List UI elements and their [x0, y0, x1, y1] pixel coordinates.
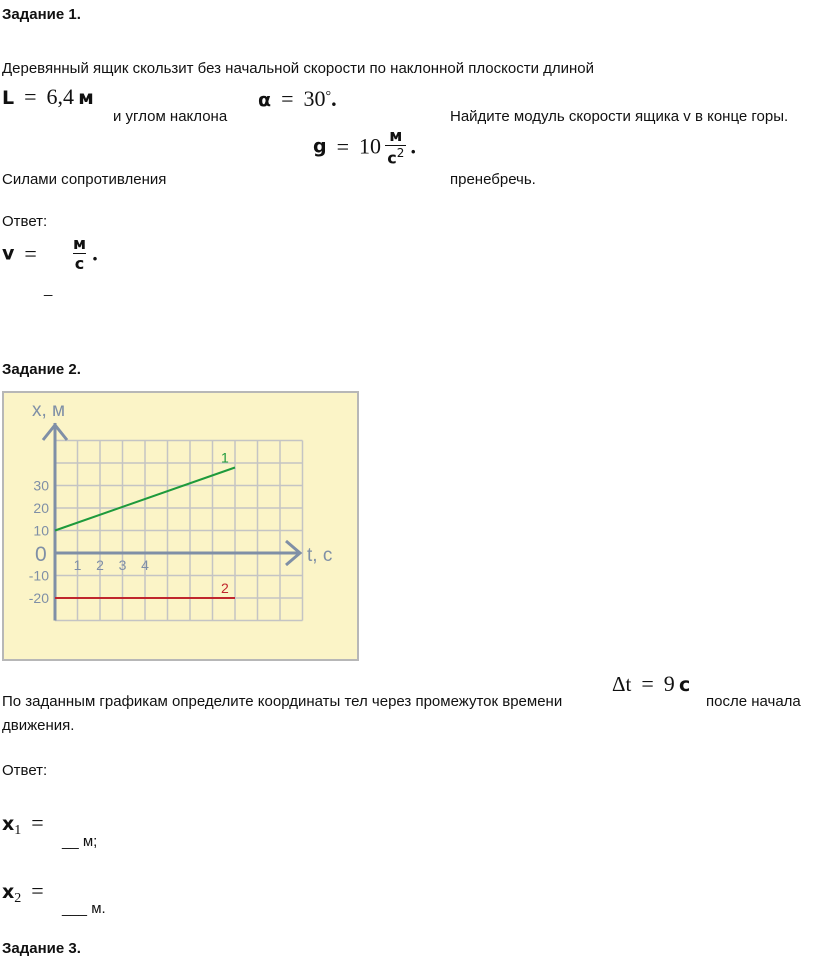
length-unit: м: [78, 87, 94, 109]
series-label-2: 2: [221, 580, 229, 596]
after-start-text: после начала: [706, 693, 801, 710]
task1-question: Найдите модуль скорости ящика v в конце горы.: [450, 108, 789, 125]
x-tick-label: 3: [118, 557, 127, 573]
x2-var: x: [2, 881, 15, 903]
task1-heading: Задание 1.: [2, 6, 81, 23]
v-dot: .: [92, 240, 98, 266]
g-unit-fraction: [385, 126, 406, 167]
alpha-value: 30: [303, 86, 326, 111]
dt-value: 9: [663, 671, 675, 696]
y-tick-label: -20: [28, 590, 49, 606]
x1-sub: 1: [14, 823, 22, 838]
g-unit-den: с: [387, 148, 397, 168]
task3-heading: Задание 3.: [2, 940, 81, 957]
v-answer-blank[interactable]: _: [44, 280, 53, 297]
x1-formula: [2, 810, 54, 839]
x-axis-label: t, c: [307, 545, 333, 566]
length-eq: =: [24, 84, 37, 109]
v-unit-den: с: [74, 254, 85, 273]
x2-formula: [2, 878, 54, 907]
graph-grid: [55, 441, 303, 621]
x1-eq: =: [31, 810, 44, 835]
v-unit-num: м: [72, 234, 87, 253]
v-unit-fraction: [71, 234, 88, 273]
alpha-dot: .: [331, 86, 337, 111]
motion-graph-svg: [4, 393, 357, 659]
x2-answer-blank[interactable]: ___ м.: [62, 900, 106, 917]
gravity-formula: [313, 126, 416, 167]
g-unit-num: м: [389, 126, 403, 145]
dt-unit: с: [678, 674, 691, 696]
g-var: g: [313, 135, 327, 158]
x-tick-label: 4: [141, 557, 149, 573]
motion-text: движения.: [2, 717, 75, 734]
g-unit-den-wrap: [385, 145, 406, 167]
origin-label: 0: [35, 543, 47, 566]
x2-sub: 2: [14, 891, 22, 906]
length-var: L: [2, 87, 15, 109]
length-formula: [2, 84, 94, 110]
resistance-text: Силами сопротивления: [2, 171, 167, 188]
y-tick-label: 30: [33, 477, 49, 494]
alpha-var: α: [258, 89, 272, 111]
y-tick-label: 20: [33, 500, 49, 516]
g-unit-power: 2: [396, 146, 405, 160]
v-eq: =: [24, 240, 37, 266]
y-tick-label: 10: [33, 522, 49, 539]
g-eq: =: [336, 133, 350, 159]
series-label-1: 1: [221, 449, 229, 466]
motion-graph: [2, 391, 359, 661]
dt-eq: =: [641, 671, 654, 696]
x1-var: x: [2, 813, 15, 835]
angle-text: и углом наклона: [113, 108, 228, 125]
alpha-degree: °: [325, 89, 332, 104]
x-tick-label: 1: [73, 557, 82, 573]
task2-question: По заданным графикам определите координаты тел через промежуток времени: [2, 693, 563, 710]
angle-formula: [258, 86, 337, 112]
g-value: 10: [359, 133, 382, 159]
y-axis-label: x, м: [32, 400, 66, 421]
task2-heading: Задание 2.: [2, 361, 81, 378]
velocity-answer: [2, 234, 98, 273]
g-dot: .: [410, 133, 416, 159]
dt-var: Δt: [612, 672, 632, 696]
task1-answer-label: Ответ:: [2, 213, 48, 230]
task2-answer-label: Ответ:: [2, 762, 48, 779]
dt-formula: [612, 671, 690, 697]
x-tick-label: 2: [96, 557, 104, 573]
x2-eq: =: [31, 878, 44, 903]
y-tick-label: -10: [28, 567, 49, 584]
alpha-eq: =: [281, 86, 294, 111]
x1-answer-blank[interactable]: __ м;: [62, 833, 98, 850]
neglect-text: пренебречь.: [450, 171, 536, 188]
v-var: v: [2, 242, 15, 265]
graph-ticks: [29, 478, 149, 607]
length-value: 6,4: [46, 84, 75, 109]
task1-intro: Деревянный ящик скользит без начальной скорости по наклонной плоскости длиной: [2, 60, 595, 77]
